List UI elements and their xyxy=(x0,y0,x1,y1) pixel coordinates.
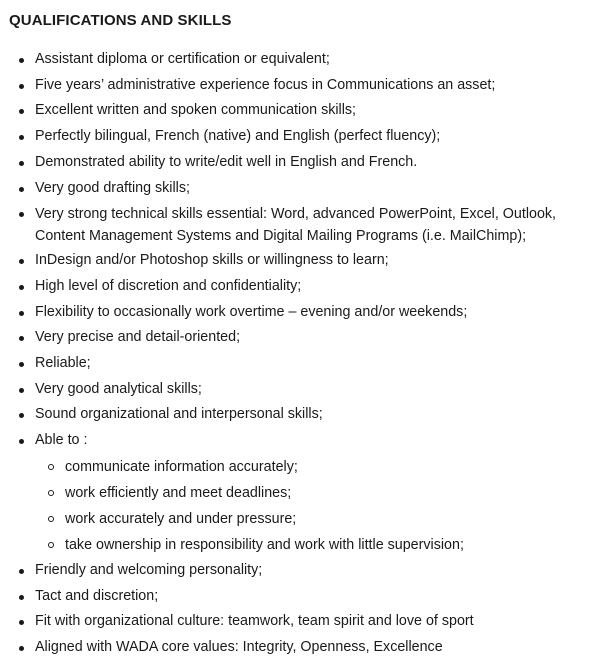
sub-list-item-text: take ownership in responsibility and work with little supervision; xyxy=(65,536,464,553)
bullet-icon xyxy=(19,109,24,114)
list-item-text: Very good drafting skills; xyxy=(35,179,190,196)
bullet-icon xyxy=(19,595,24,600)
circle-bullet-icon xyxy=(48,516,54,522)
sub-list-item-text: communicate information accurately; xyxy=(65,458,298,475)
list-item xyxy=(35,73,600,99)
bullet-icon xyxy=(19,285,24,290)
circle-bullet-icon xyxy=(48,542,54,548)
list-item-text: Flexibility to occasionally work overtime – evening and/or weekends; xyxy=(35,303,468,320)
bullet-icon xyxy=(19,439,24,444)
list-item xyxy=(35,300,600,326)
bullet-icon xyxy=(19,212,24,217)
circle-bullet-icon xyxy=(48,464,54,470)
list-item xyxy=(35,584,600,610)
list-item-text: Tact and discretion; xyxy=(35,587,159,604)
list-item xyxy=(35,635,600,661)
bullet-icon xyxy=(19,388,24,393)
bullet-icon xyxy=(19,311,24,316)
sub-list-item xyxy=(65,480,600,506)
list-item-text: Assistant diploma or certification or equivalent; xyxy=(35,51,330,67)
bullet-icon xyxy=(19,646,24,651)
list-item xyxy=(35,47,600,73)
bullet-icon xyxy=(19,84,24,89)
sub-list-item xyxy=(65,506,600,532)
sub-list-item xyxy=(65,532,600,558)
sub-list-item-text: work accurately and under pressure; xyxy=(65,510,297,527)
list-item xyxy=(35,124,600,150)
list-item xyxy=(35,248,600,274)
bullet-icon xyxy=(19,362,24,367)
bullet-icon xyxy=(19,187,24,192)
bullet-icon xyxy=(19,336,24,341)
qualifications-list xyxy=(9,47,600,661)
bullet-icon xyxy=(19,58,24,63)
bullet-icon xyxy=(19,620,24,625)
list-item-text: Very strong technical skills essential: Word, advanced PowerPoint, Excel, Outlook, Content Management Systems and Digital Mailing Programs (i.e. MailChimp); xyxy=(35,206,557,245)
list-item xyxy=(35,176,600,202)
list-item-text: Demonstrated ability to write/edit well in English and French. xyxy=(35,153,418,170)
list-item xyxy=(35,98,600,124)
list-item-able-to xyxy=(35,428,600,558)
able-to-label: Able to : xyxy=(35,432,88,449)
list-item-text: Very precise and detail-oriented; xyxy=(35,329,241,346)
bullet-icon xyxy=(19,569,24,574)
bullet-icon xyxy=(19,413,24,418)
list-item xyxy=(35,558,600,584)
list-item-text: InDesign and/or Photoshop skills or willingness to learn; xyxy=(35,252,389,269)
list-item xyxy=(35,274,600,300)
list-item-text: Fit with organizational culture: teamwork, team spirit and love of sport xyxy=(35,613,474,630)
list-item xyxy=(35,325,600,351)
list-item-text: Friendly and welcoming personality; xyxy=(35,561,263,578)
list-item-text: Five years’ administrative experience focus in Communications an asset; xyxy=(35,76,496,93)
list-item-text: High level of discretion and confidentiality; xyxy=(35,277,302,294)
list-item xyxy=(35,377,600,403)
section-title: QUALIFICATIONS AND SKILLS xyxy=(9,12,232,29)
bullet-icon xyxy=(19,259,24,264)
sub-list-item-text: work efficiently and meet deadlines; xyxy=(65,484,292,501)
list-item-text: Perfectly bilingual, French (native) and English (perfect fluency); xyxy=(35,128,441,145)
list-item-text: Reliable; xyxy=(35,355,91,372)
list-item xyxy=(35,402,600,428)
list-item xyxy=(35,609,600,635)
list-item-text: Very good analytical skills; xyxy=(35,380,202,397)
able-to-sublist xyxy=(35,454,600,558)
list-item-text: Excellent written and spoken communication skills; xyxy=(35,102,357,119)
list-item xyxy=(35,351,600,377)
bullet-icon xyxy=(19,135,24,140)
circle-bullet-icon xyxy=(48,490,54,496)
sub-list-item xyxy=(65,454,600,480)
list-item xyxy=(35,150,600,176)
bullet-icon xyxy=(19,161,24,166)
list-item xyxy=(35,201,600,248)
list-item-text: Aligned with WADA core values: Integrity, Openness, Excellence xyxy=(35,638,443,655)
list-item-text: Sound organizational and interpersonal skills; xyxy=(35,406,323,423)
